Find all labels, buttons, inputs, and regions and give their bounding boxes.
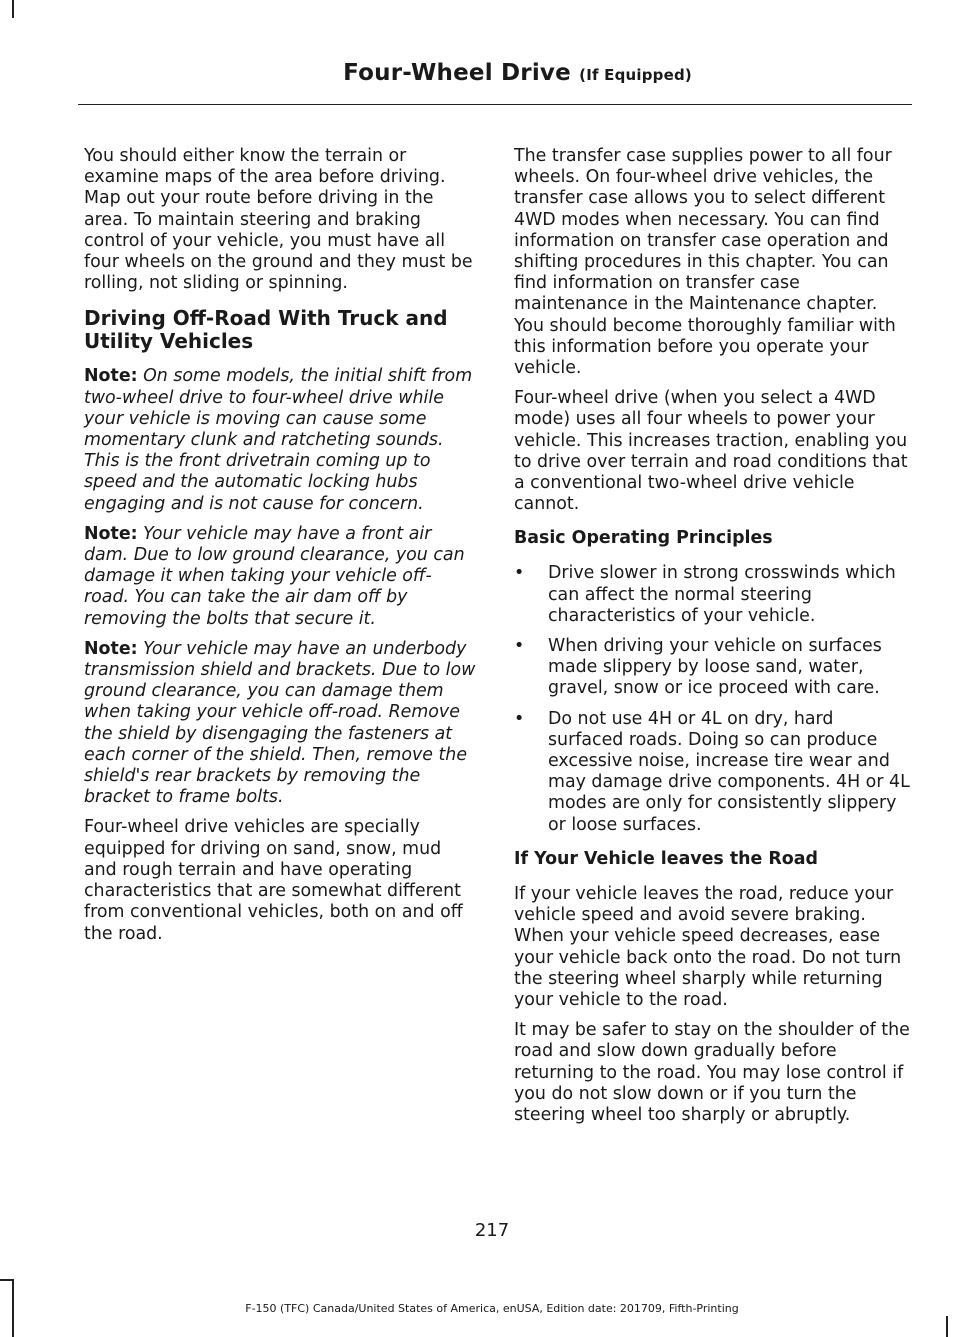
note-label: Note:	[84, 366, 138, 387]
chapter-title: Four-Wheel Drive	[343, 60, 571, 86]
transfer-case-paragraph: The transfer case supplies power to all four wheels. On four-wheel drive vehicles, the transfer case allows you to select different 4WD modes when necessary. You can find information on transfer case operation and shifting procedures in this chapter. You can find information on transfer case maintenance in the Maintenance chapter. You should become thoroughly familiar with this information before you operate your vehicle.	[514, 146, 896, 379]
right-column	[514, 146, 910, 1135]
note-shield-text: Your vehicle may have an underbody transmission shield and brackets. Due to low ground clearance, you can damage them when taking your vehicle off-road. Remove the shield by disengaging the fasteners at each corner of the shield. Then, remove the shield's rear brackets by removing the bracket to frame bolts.	[84, 638, 476, 808]
note-shield	[84, 639, 476, 809]
note-shift-text: On some models, the initial shift from two-wheel drive to four-wheel drive while your vehicle is moving can cause some momentary clunk and ratcheting sounds. This is the front drivetrain coming up to speed and the automatic locking hubs engaging and is not cause for concern.	[84, 366, 473, 514]
note-label: Note:	[84, 638, 138, 659]
section-heading-basic-principles: Basic Operating Principles	[514, 528, 773, 549]
shoulder-paragraph: It may be safer to stay on the shoulder of the road and slow down gradually before returning to the road. You may lose control if you do not slow down or if you turn the steering wheel too sharply or abruptly.	[514, 1020, 910, 1125]
section-heading-off-road: Driving Off-Road With Truck and Utility Vehicles	[84, 306, 448, 354]
note-shift	[84, 366, 476, 514]
note-air-dam	[84, 524, 476, 630]
leaves-road-paragraph: If your vehicle leaves the road, reduce your vehicle speed and avoid severe braking. When your vehicle speed decreases, ease your vehicle back onto the road. Do not turn the steering wheel sharply while returning your vehicle to the road.	[514, 883, 902, 1010]
header-rule	[78, 104, 912, 105]
page-header	[343, 60, 692, 86]
bullet-glyph: •	[514, 708, 525, 729]
crop-mark-top-left	[12, 0, 14, 18]
edition-footer: F-150 (TFC) Canada/United States of America, enUSA, Edition date: 201709, Fifth-Printing	[245, 1302, 739, 1315]
four-wheel-drive-paragraph: Four-wheel drive vehicles are specially equipped for driving on sand, snow, mud and rough terrain and have operating characteristics that are somewhat different from conventional vehicles, both on and off the road.	[84, 817, 463, 944]
bullet-glyph: •	[514, 636, 525, 657]
bullet-glyph: •	[514, 563, 525, 584]
crop-mark-bottom-right	[946, 1316, 948, 1337]
section-heading-leaves-road: If Your Vehicle leaves the Road	[514, 848, 818, 869]
list-item: • Do not use 4H or 4L on dry, hard surfaced roads. Doing so can produce excessive noise, increase tire wear and may damage drive components. 4H or 4L modes are only for consistently slippery or loose surfaces.	[514, 708, 910, 835]
basic-principles-list	[514, 563, 910, 835]
four-wheel-drive-mode-paragraph: Four-wheel drive (when you select a 4WD mode) uses all four wheels to power your vehicle. This increases traction, enabling you to drive over terrain and road conditions that a conventional two-wheel drive vehicle cannot.	[514, 388, 908, 515]
chapter-subtitle: (If Equipped)	[579, 66, 692, 84]
note-air-dam-text: Your vehicle may have a front air dam. Due to low ground clearance, you can damage it when taking your vehicle off-road. You can take the air dam off by removing the bolts that secure it.	[84, 523, 465, 629]
list-item: • Drive slower in strong crosswinds which can affect the normal steering characteristics of your vehicle.	[514, 563, 896, 626]
list-item: • When driving your vehicle on surfaces made slippery by loose sand, water, gravel, snow or ice proceed with care.	[514, 636, 882, 699]
intro-paragraph: You should either know the terrain or examine maps of the area before driving. Map out your route before driving in the area. To maintain steering and braking control of your vehicle, you must have all four wheels on the ground and they must be rolling, not sliding or spinning.	[84, 146, 473, 294]
left-column	[84, 146, 476, 954]
page-number: 217	[474, 1220, 510, 1241]
note-label: Note:	[84, 523, 138, 544]
crop-mark-bottom-left-horizontal	[0, 1279, 14, 1281]
